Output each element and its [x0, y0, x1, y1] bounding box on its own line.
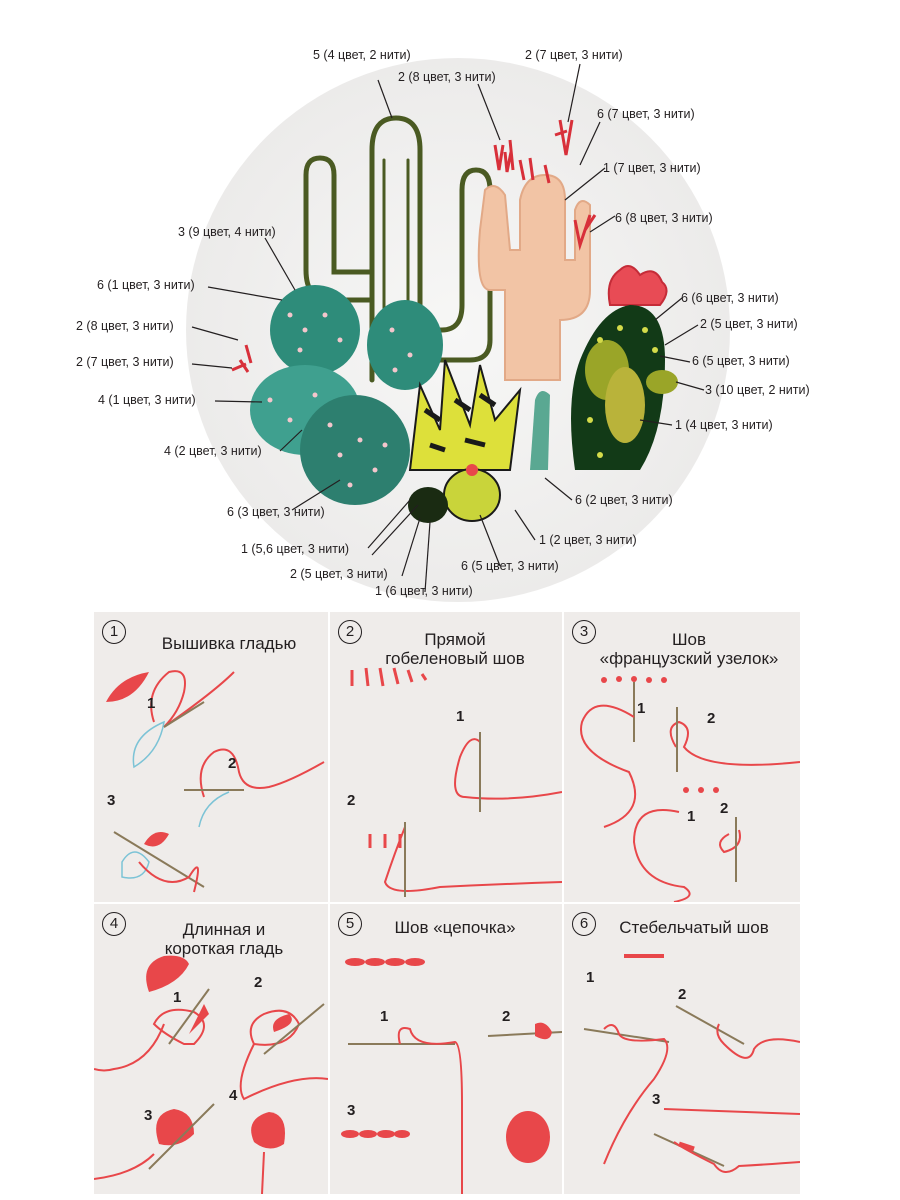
step-label: 4	[229, 1087, 238, 1104]
satin-stitch-illustration	[94, 612, 328, 902]
step-label: 2	[254, 974, 263, 991]
stitch-panel-chain	[330, 904, 562, 1194]
step-label: 3	[652, 1091, 661, 1108]
callout-label: 1 (6 цвет, 3 нити)	[375, 584, 473, 598]
panel-number: 6	[572, 912, 596, 936]
stitch-panel-satin	[94, 612, 328, 902]
callout-label: 4 (2 цвет, 3 нити)	[164, 444, 262, 458]
callout-label: 5 (4 цвет, 2 нити)	[313, 48, 411, 62]
callout-label: 6 (1 цвет, 3 нити)	[97, 278, 195, 292]
panel-title: Длинная и короткая гладь	[164, 920, 284, 958]
step-label: 3	[107, 792, 116, 809]
callout-label: 6 (8 цвет, 3 нити)	[615, 211, 713, 225]
panel-number: 4	[102, 912, 126, 936]
callout-label: 6 (2 цвет, 3 нити)	[575, 493, 673, 507]
callout-label: 2 (7 цвет, 3 нити)	[525, 48, 623, 62]
callout-label: 6 (5 цвет, 3 нити)	[461, 559, 559, 573]
panel-title: Вышивка гладью	[161, 634, 297, 653]
callout-label: 6 (7 цвет, 3 нити)	[597, 107, 695, 121]
callout-label: 3 (10 цвет, 2 нити)	[705, 383, 810, 397]
step-label: 1	[687, 808, 696, 825]
callout-label: 1 (5,6 цвет, 3 нити)	[241, 542, 350, 556]
step-label: 3	[144, 1107, 153, 1124]
callout-label: 1 (7 цвет, 3 нити)	[603, 161, 701, 175]
step-label: 1	[147, 695, 156, 712]
callout-label: 6 (5 цвет, 3 нити)	[692, 354, 790, 368]
stitch-panel-straight	[330, 612, 562, 902]
callout-label: 6 (6 цвет, 3 нити)	[681, 291, 779, 305]
chain-stitch-illustration	[330, 904, 562, 1194]
callout-label: 2 (5 цвет, 3 нити)	[700, 317, 798, 331]
panel-number: 2	[338, 620, 362, 644]
panel-title: Прямой гобеленовый шов	[385, 630, 525, 668]
step-label: 1	[586, 969, 595, 986]
step-label: 3	[347, 1102, 356, 1119]
callout-label: 1 (2 цвет, 3 нити)	[539, 533, 637, 547]
step-label: 1	[456, 708, 465, 725]
stitch-panel-stem	[564, 904, 800, 1194]
step-label: 2	[707, 710, 716, 727]
step-label: 2	[678, 986, 687, 1003]
panel-title: Стебельчатый шов	[619, 918, 769, 937]
panel-title: Шов «цепочка»	[394, 918, 516, 937]
callout-label: 4 (1 цвет, 3 нити)	[98, 393, 196, 407]
step-label: 2	[720, 800, 729, 817]
step-label: 1	[637, 700, 646, 717]
step-label: 2	[502, 1008, 511, 1025]
stitch-panel-long-short	[94, 904, 328, 1194]
callout-label: 2 (8 цвет, 3 нити)	[76, 319, 174, 333]
stem-stitch-illustration	[564, 904, 800, 1194]
callout-label: 2 (8 цвет, 3 нити)	[398, 70, 496, 84]
callout-label: 6 (3 цвет, 3 нити)	[227, 505, 325, 519]
step-label: 1	[380, 1008, 389, 1025]
callout-label: 2 (7 цвет, 3 нити)	[76, 355, 174, 369]
panel-number: 5	[338, 912, 362, 936]
panel-number: 3	[572, 620, 596, 644]
callout-label: 3 (9 цвет, 4 нити)	[178, 225, 276, 239]
stitch-panel-french-knot	[564, 612, 800, 902]
callout-label: 2 (5 цвет, 3 нити)	[290, 567, 388, 581]
step-label: 2	[228, 755, 237, 772]
panel-title: Шов «французский узелок»	[599, 630, 779, 668]
panel-number: 1	[102, 620, 126, 644]
callout-label: 1 (4 цвет, 3 нити)	[675, 418, 773, 432]
step-label: 1	[173, 989, 182, 1006]
step-label: 2	[347, 792, 356, 809]
